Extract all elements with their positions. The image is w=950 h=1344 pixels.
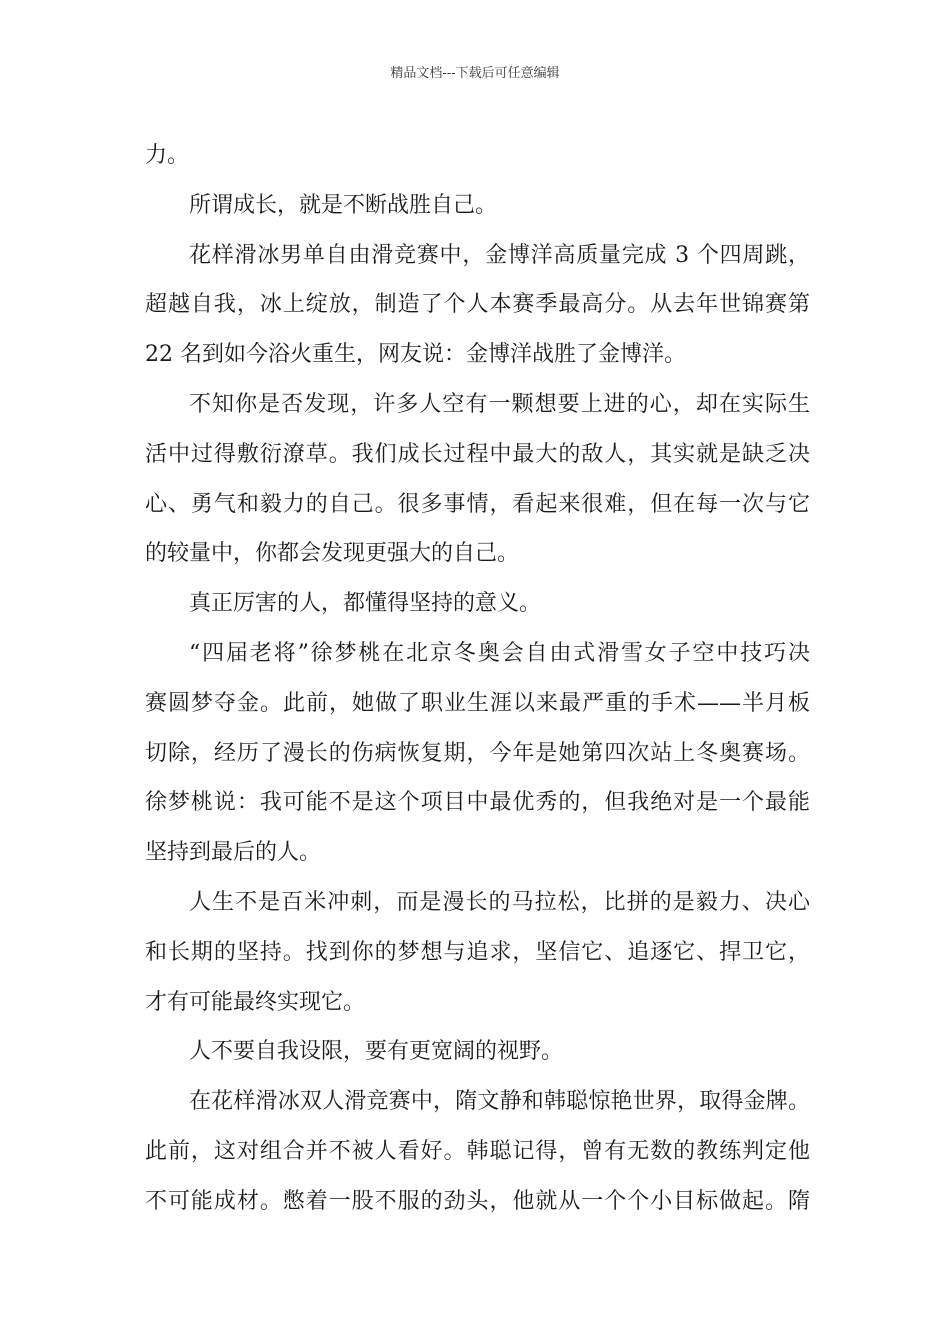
text-line: 不知你是否发现，许多人空有一颗想要上进的心，却在实际生	[189, 391, 810, 417]
text-line: 真正厉害的人，都懂得坚持的意义。	[189, 591, 542, 617]
text-line: 此前，这对组合并不被人看好。韩聪记得，曾有无数的教练判定他	[145, 1138, 810, 1164]
text-line: 赛圆梦夺金。此前，她做了职业生涯以来最严重的手术——半月板	[145, 690, 810, 716]
text-line: 活中过得敷衍潦草。我们成长过程中最大的敌人，其实就是缺乏决	[145, 441, 810, 467]
text-line: 切除，经历了漫长的伤病恢复期，今年是她第四次站上冬奥赛场。	[145, 740, 810, 766]
document-body	[145, 131, 810, 1227]
text-line: 人不要自我设限，要有更宽阔的视野。	[189, 1039, 564, 1065]
text-line: 所谓成长，就是不断战胜自己。	[189, 192, 498, 218]
text-line: 才有可能最终实现它。	[145, 989, 366, 1015]
text-line: 在花样滑冰双人滑竞赛中，隋文静和韩聪惊艳世界，取得金牌。	[189, 1089, 810, 1115]
text-line: 心、勇气和毅力的自己。很多事情，看起来很难，但在每一次与它	[145, 491, 810, 517]
page-header: 精品文档---下载后可任意编辑	[390, 66, 560, 81]
text-line: 人生不是百米冲刺，而是漫长的马拉松，比拼的是毅力、决心	[189, 889, 810, 915]
text-line: 力。	[145, 143, 190, 168]
text-line: 22 名到如今浴火重生，网友说：金博洋战胜了金博洋。	[145, 342, 686, 368]
text-line: 不可能成材。憋着一股不服的劲头，他就从一个个小目标做起。隋	[145, 1188, 810, 1214]
text-line: 徐梦桃说：我可能不是这个项目中最优秀的，但我绝对是一个最能	[145, 790, 810, 816]
text-line: 超越自我，冰上绽放，制造了个人本赛季最高分。从去年世锦赛第	[145, 292, 810, 318]
text-line: “四届老将”徐梦桃在北京冬奥会自由式滑雪女子空中技巧决	[189, 640, 810, 666]
text-line: 坚持到最后的人。	[145, 840, 322, 866]
text-line: 和长期的坚持。找到你的梦想与追求，坚信它、追逐它、捍卫它，	[145, 939, 810, 965]
text-line: 的较量中，你都会发现更强大的自己。	[145, 541, 520, 567]
text-line: 花样滑冰男单自由滑竞赛中，金博洋高质量完成 3 个四周跳，	[189, 242, 810, 268]
